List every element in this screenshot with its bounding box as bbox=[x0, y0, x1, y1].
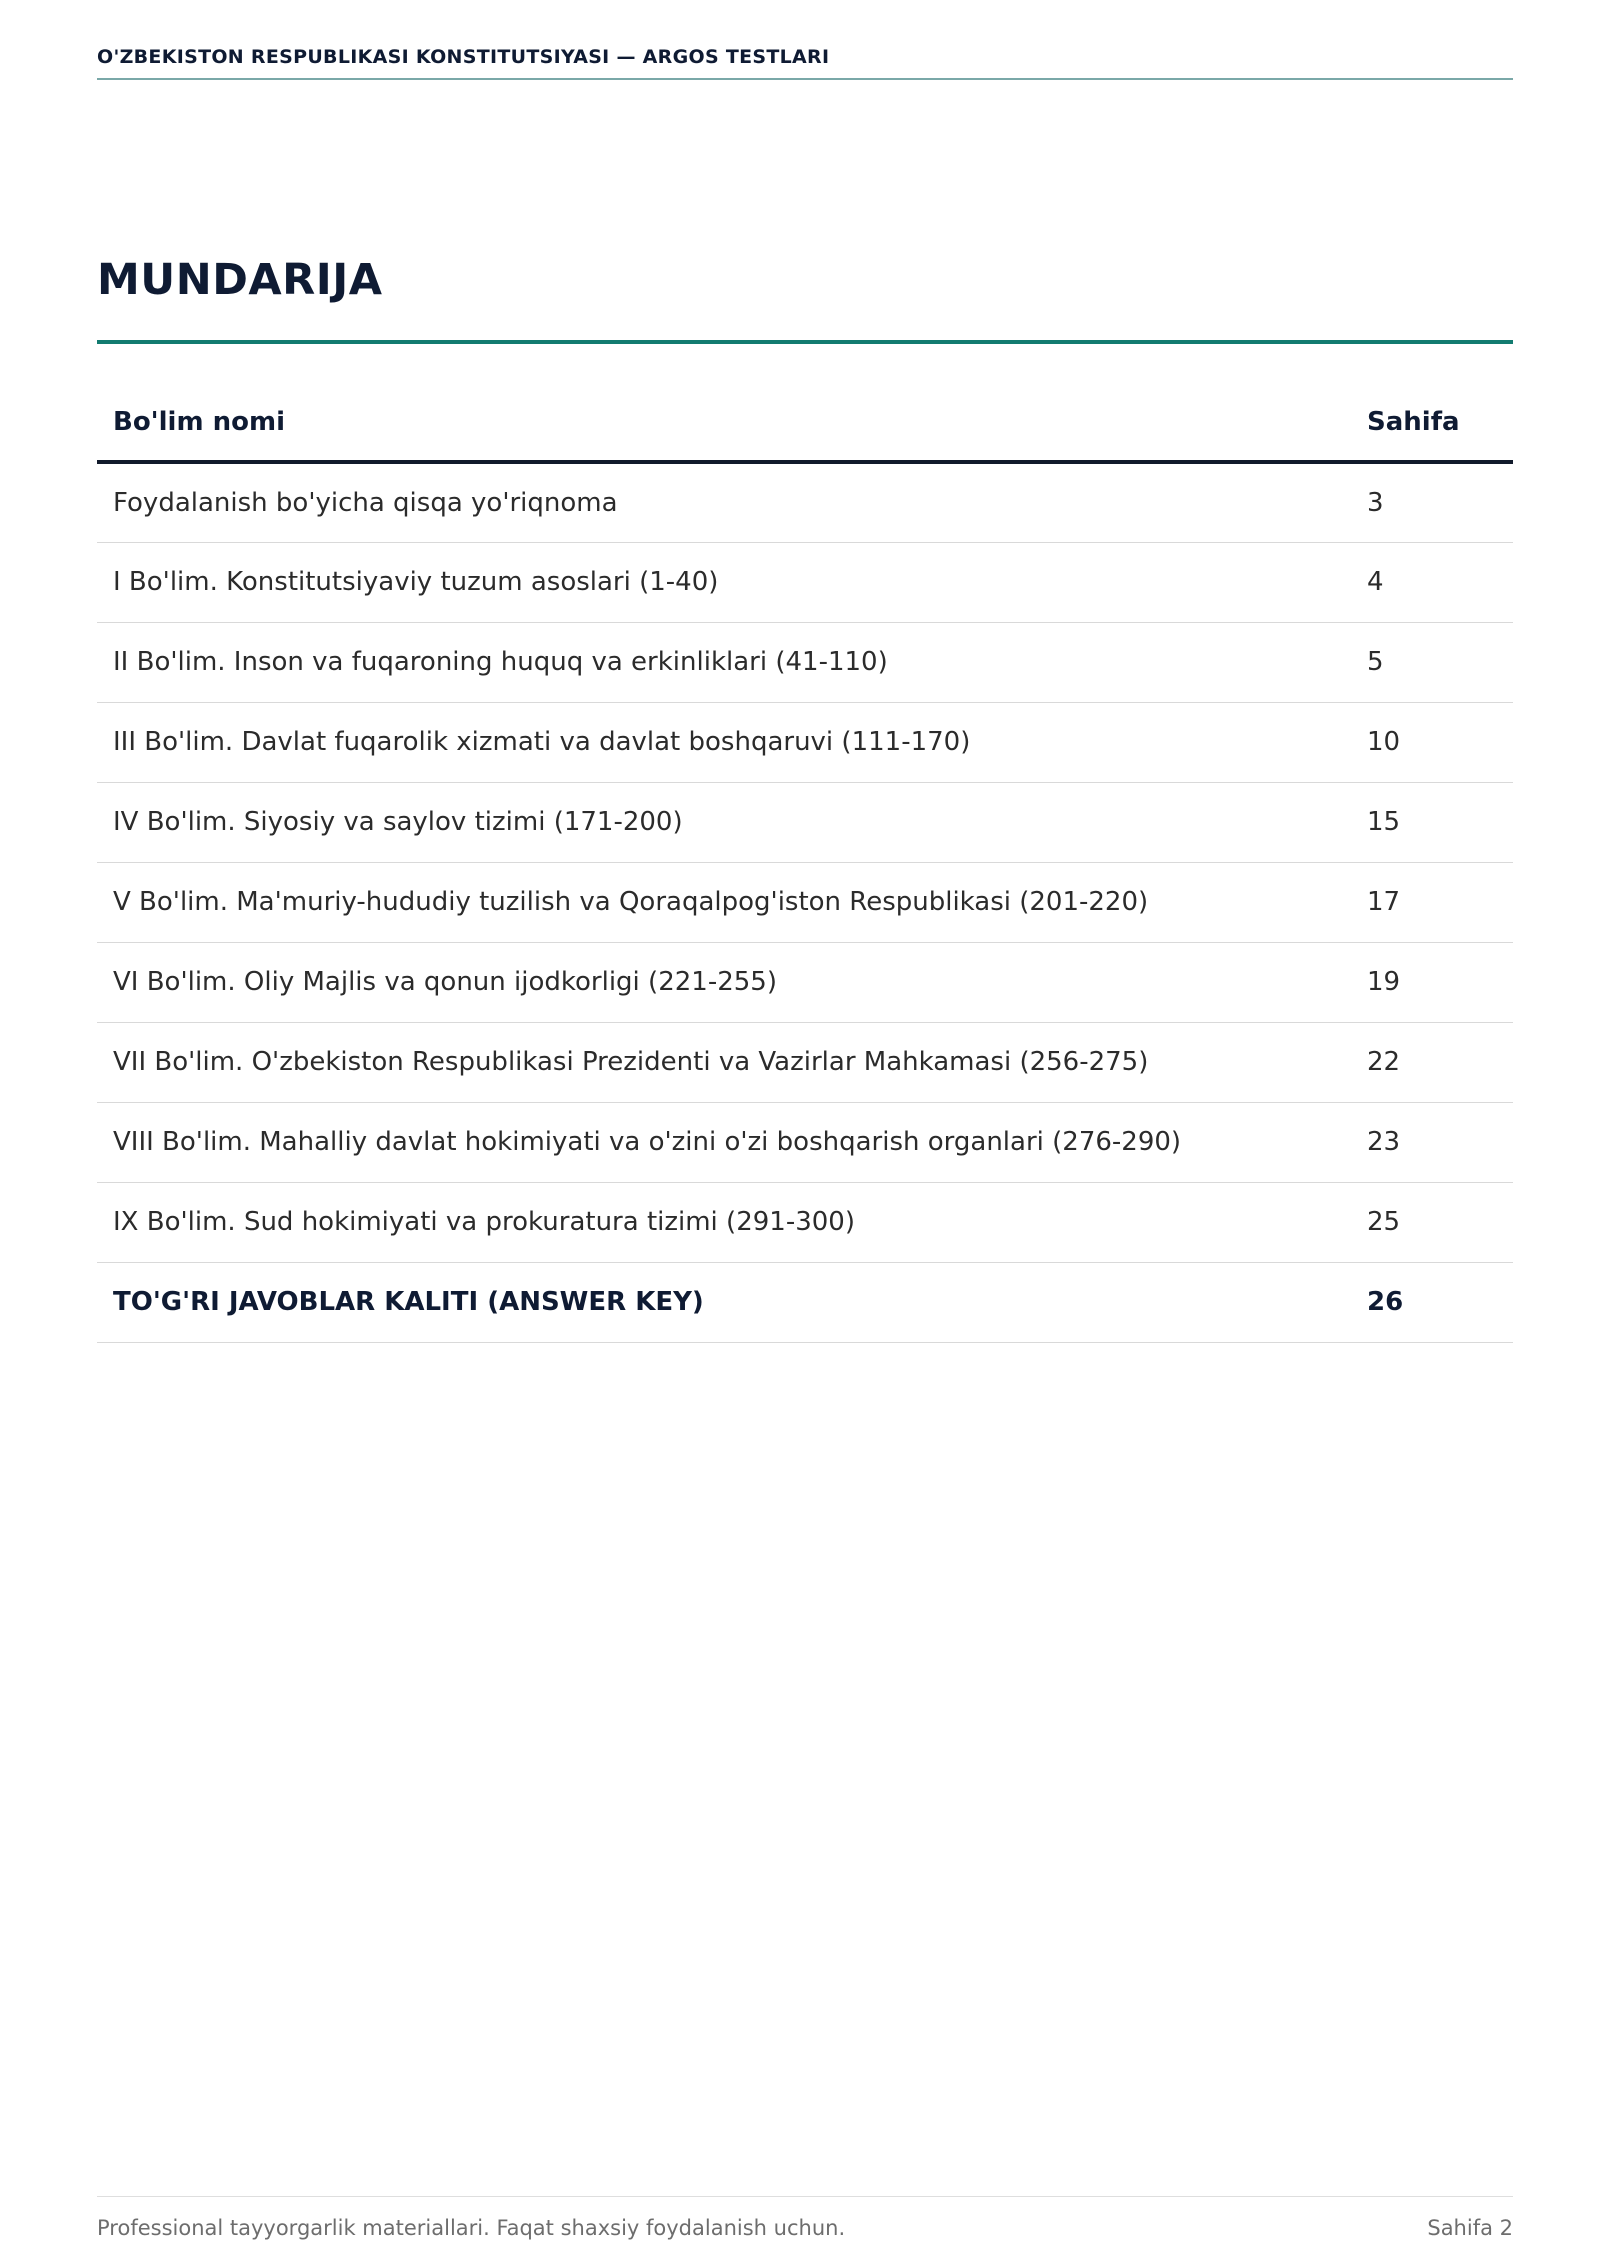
toc-row-section-1[interactable] bbox=[97, 542, 1513, 622]
toc-row-page: 19 bbox=[1351, 942, 1513, 1022]
toc-row-section-7[interactable] bbox=[97, 1022, 1513, 1102]
toc-row-answer-key[interactable] bbox=[97, 1262, 1513, 1342]
toc-row-name: VII Bo'lim. O'zbekiston Respublikasi Prezidenti va Vazirlar Mahkamasi (256-275) bbox=[97, 1022, 1351, 1102]
toc-row-page: 4 bbox=[1351, 542, 1513, 622]
toc-row-page: 17 bbox=[1351, 862, 1513, 942]
toc-row-section-8[interactable] bbox=[97, 1102, 1513, 1182]
toc-row-section-2[interactable] bbox=[97, 622, 1513, 702]
column-header-section-name: Bo'lim nomi bbox=[97, 383, 1351, 462]
toc-row-section-3[interactable] bbox=[97, 702, 1513, 782]
toc-table bbox=[97, 383, 1513, 1343]
toc-row-name: VI Bo'lim. Oliy Majlis va qonun ijodkorligi (221-255) bbox=[97, 942, 1351, 1022]
toc-row-name: TO'G'RI JAVOBLAR KALITI (ANSWER KEY) bbox=[97, 1262, 1351, 1342]
toc-row-page: 25 bbox=[1351, 1182, 1513, 1262]
toc-row-section-5[interactable] bbox=[97, 862, 1513, 942]
column-header-page: Sahifa bbox=[1351, 383, 1513, 462]
toc-row-page: 10 bbox=[1351, 702, 1513, 782]
toc-title-text: MUNDARIJA bbox=[97, 255, 383, 305]
toc-row-page: 15 bbox=[1351, 782, 1513, 862]
toc-row-section-4[interactable] bbox=[97, 782, 1513, 862]
toc-title bbox=[97, 250, 1513, 344]
toc-row-name: II Bo'lim. Inson va fuqaroning huquq va erkinliklari (41-110) bbox=[97, 622, 1351, 702]
toc-row-page: 22 bbox=[1351, 1022, 1513, 1102]
footer-page-number: Sahifa 2 bbox=[1427, 2216, 1513, 2240]
toc-row-page: 26 bbox=[1351, 1262, 1513, 1342]
toc-header-row bbox=[97, 383, 1513, 462]
running-header-title: O'ZBEKISTON RESPUBLIKASI KONSTITUTSIYASI — ARGOS TESTLARI bbox=[97, 46, 830, 68]
toc-row-name: IX Bo'lim. Sud hokimiyati va prokuratura tizimi (291-300) bbox=[97, 1182, 1351, 1262]
toc-row-name: IV Bo'lim. Siyosiy va saylov tizimi (171-200) bbox=[97, 782, 1351, 862]
footer-note: Professional tayyorgarlik materiallari. Faqat shaxsiy foydalanish uchun. bbox=[97, 2216, 846, 2240]
running-footer bbox=[97, 2196, 1513, 2240]
toc-row-name: V Bo'lim. Ma'muriy-hududiy tuzilish va Qoraqalpog'iston Respublikasi (201-220) bbox=[97, 862, 1351, 942]
toc-row-name: III Bo'lim. Davlat fuqarolik xizmati va davlat boshqaruvi (111-170) bbox=[97, 702, 1351, 782]
toc-row-name: Foydalanish bo'yicha qisqa yo'riqnoma bbox=[97, 462, 1351, 542]
toc-row-page: 23 bbox=[1351, 1102, 1513, 1182]
toc-row-section-6[interactable] bbox=[97, 942, 1513, 1022]
toc-row-page: 3 bbox=[1351, 462, 1513, 542]
toc-row-name: VIII Bo'lim. Mahalliy davlat hokimiyati va o'zini o'zi boshqarish organlari (276-290) bbox=[97, 1102, 1351, 1182]
toc-row-usage-guide[interactable] bbox=[97, 462, 1513, 542]
toc-row-section-9[interactable] bbox=[97, 1182, 1513, 1262]
running-header bbox=[97, 45, 1513, 80]
toc-row-name: I Bo'lim. Konstitutsiyaviy tuzum asoslari (1-40) bbox=[97, 542, 1351, 622]
toc-row-page: 5 bbox=[1351, 622, 1513, 702]
